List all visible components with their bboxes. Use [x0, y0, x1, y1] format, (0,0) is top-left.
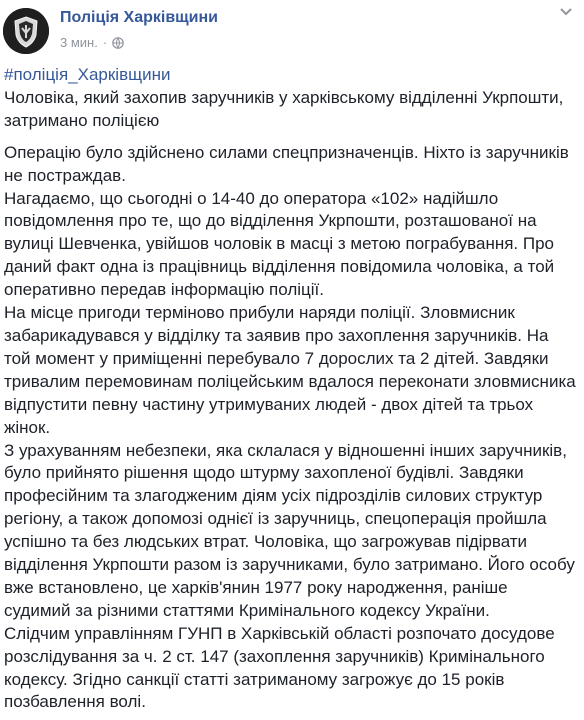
post-body [4, 64, 576, 714]
paragraph-gap [4, 133, 576, 142]
page-name-link[interactable]: Поліція Харківщини [60, 9, 219, 26]
post-timestamp[interactable]: 3 мин. [60, 35, 98, 50]
post-paragraph: Слідчим управлінням ГУНП в Харківській області розпочато досудове розслідування за ч. 2 ст. 147 (захоплення заручників) Кримінального кодексу. Згідно санкції статті затриманому загрожує до 15 років позбавлення волі. [4, 623, 555, 712]
post-header [0, 0, 584, 60]
meta-separator: · [102, 35, 108, 50]
post-meta [60, 35, 124, 50]
page-avatar[interactable] [3, 8, 49, 54]
post-paragraph: Операцію було здійснено силами спецпризначенців. Ніхто із заручників не постраждав. [4, 142, 569, 185]
police-emblem-icon [3, 8, 49, 54]
hashtag-link[interactable]: #поліція_Харківщини [4, 65, 171, 84]
globe-icon[interactable] [112, 37, 124, 49]
chevron-down-icon[interactable] [558, 6, 574, 18]
post-headline: Чоловіка, який захопив заручників у харківському відділенні Укрпошти, затримано поліцією [4, 87, 564, 130]
post-paragraph: З урахуванням небезпеки, яка склалася у відношенні інших заручників, було прийнято рішення щодо штурму захопленої будівлі. Завдяки професійним та злагодженим діям усіх підрозділів силових структур регіону, а також допомозі однієї із заручниць, спецоперація пройшла успішно та без людських втрат. Чоловіка, що загрожував підірвати відділення Укрпошти разом із заручниками, було затримано. Його особу вже встановлено, це харків'янин 1977 року народження, раніше судимий за різними статтями Кримінального кодексу України. [4, 440, 575, 620]
post-paragraph: Нагадаємо, що сьогодні о 14-40 до оператора «102» надійшло повідомлення про те, що до відділення Укрпошти, розташованої на вулиці Шевченка, увійшов чоловік в масці з метою пограбування. Про даний факт одна із працівниць відділення повідомила чоловіка, а той оперативно передав інформацію поліції. [4, 188, 555, 300]
post-paragraph: На місце пригоди терміново прибули наряди поліції. Зловмисник забарикадувався у відділку та заявив про захоплення заручників. На той момент у приміщенні перебувало 7 дорослих та 2 дітей. Завдяки тривалим перемовинам поліцейським вдалося переконати зловмисника відпустити певну частину утримуваних людей - двох дітей та трьох жінок. [4, 303, 576, 437]
